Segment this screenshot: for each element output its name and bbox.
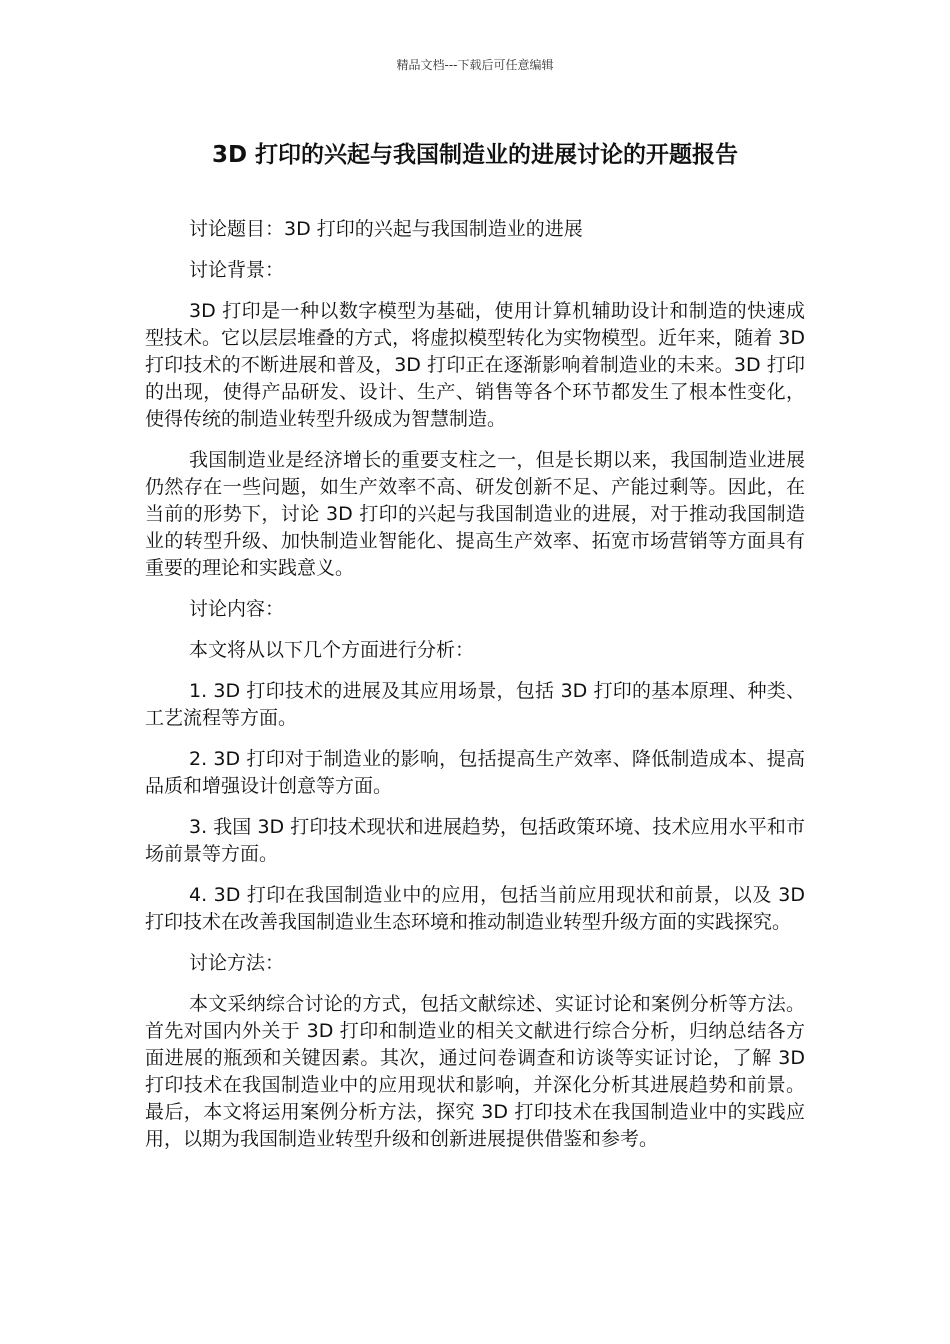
- content-heading: 讨论内容：: [189, 598, 285, 620]
- background-heading: 讨论背景：: [189, 259, 285, 281]
- topic-line: 讨论题目：3D 打印的兴起与我国制造业的进展: [189, 218, 583, 240]
- content-item-2: 2. 3D 打印对于制造业的影响，包括提高生产效率、降低制造成本、提高品质和增强设计创意等方面。: [145, 748, 805, 797]
- document-title: 3D 打印的兴起与我国制造业的进展讨论的开题报告: [211, 142, 739, 168]
- background-paragraph-1: 3D 打印是一种以数字模型为基础，使用计算机辅助设计和制造的快速成型技术。它以层层堆叠的方式，将虚拟模型转化为实物模型。近年来，随着 3D 打印技术的不断进展和普及，3D 打印正在逐渐影响着制造业的未来。3D 打印的出现，使得产品研发、设计、生产、销售等各个环节都发生了根本性变化，使得传统的制造业转型升级成为智慧制造。: [145, 300, 805, 430]
- content-item-4: 4. 3D 打印在我国制造业中的应用，包括当前应用现状和前景，以及 3D 打印技术在改善我国制造业生态环境和推动制造业转型升级方面的实践探究。: [145, 884, 805, 933]
- content-item-3: 3. 我国 3D 打印技术现状和进展趋势，包括政策环境、技术应用水平和市场前景等方面。: [145, 816, 805, 865]
- content-item-1: 1. 3D 打印技术的进展及其应用场景，包括 3D 打印的基本原理、种类、工艺流程等方面。: [145, 680, 805, 729]
- running-header: 精品文档---下载后可任意编辑: [396, 58, 554, 72]
- method-paragraph-1: 本文采纳综合讨论的方式，包括文献综述、实证讨论和案例分析等方法。首先对国内外关于 3D 打印和制造业的相关文献进行综合分析，归纳总结各方面进展的瓶颈和关键因素。其次，通过问卷调查和访谈等实证讨论，了解 3D 打印技术在我国制造业中的应用现状和影响，并深化分析其进展趋势和前景。最后，本文将运用案例分析方法，探究 3D 打印技术在我国制造业中的实践应用，以期为我国制造业转型升级和创新进展提供借鉴和参考。: [145, 993, 805, 1150]
- method-heading: 讨论方法：: [189, 952, 285, 974]
- document-body: [145, 216, 805, 1167]
- content-intro: 本文将从以下几个方面进行分析：: [189, 639, 475, 661]
- background-paragraph-2: 我国制造业是经济增长的重要支柱之一，但是长期以来，我国制造业进展仍然存在一些问题，如生产效率不高、研发创新不足、产能过剩等。因此，在当前的形势下，讨论 3D 打印的兴起与我国制造业的进展，对于推动我国制造业的转型升级、加快制造业智能化、提高生产效率、拓宽市场营销等方面具有重要的理论和实践意义。: [145, 449, 805, 579]
